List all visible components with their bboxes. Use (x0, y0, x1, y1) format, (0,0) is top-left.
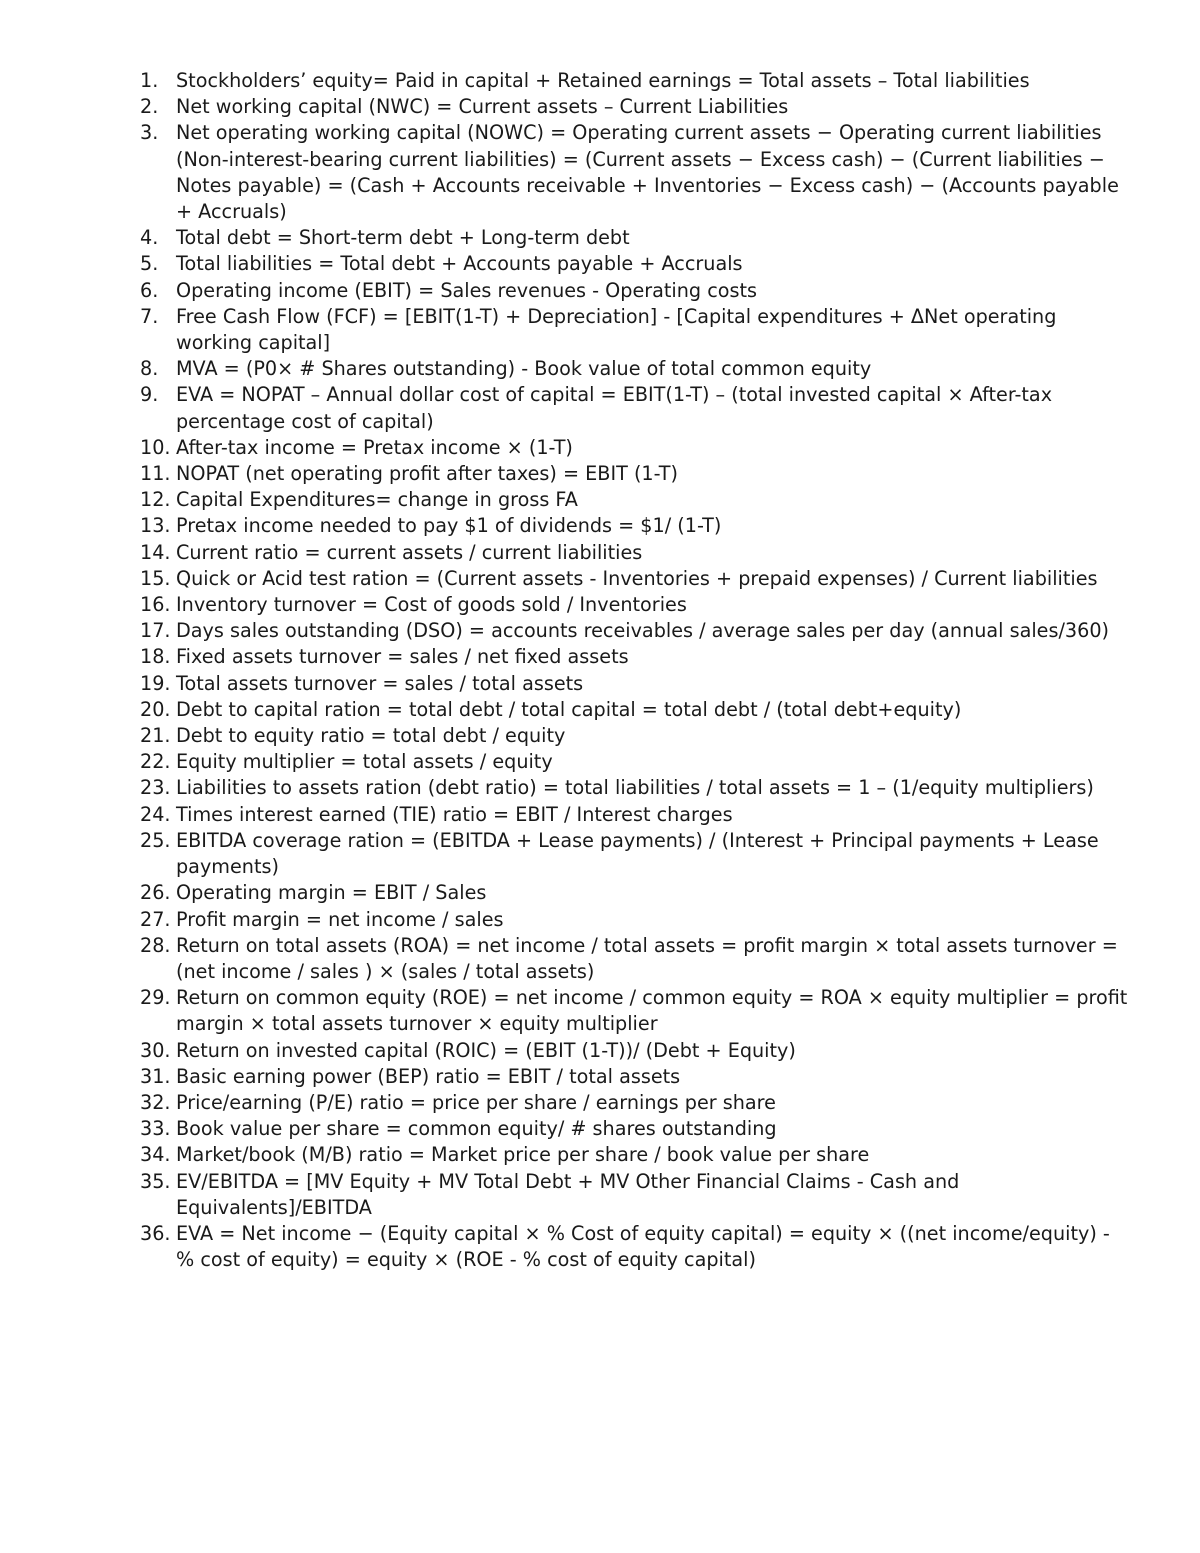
formula-item-3 (140, 120, 1130, 225)
formula-text: Total liabilities = Total debt + Accounts payable + Accruals (176, 252, 743, 276)
formula-number: 33. (140, 1117, 171, 1141)
formula-number: 30. (140, 1038, 171, 1062)
formula-text: EBITDA coverage ration = (EBITDA + Lease payments) / (Interest + Principal payments + Lease payments) (176, 828, 1099, 879)
formula-item-4 (140, 225, 1130, 251)
formula-item-31 (140, 1064, 1130, 1090)
formula-item-15 (140, 566, 1130, 592)
formula-item-19 (140, 671, 1130, 697)
formula-number: 20. (140, 697, 171, 721)
formula-number: 7. (140, 304, 159, 328)
formula-text: Debt to capital ration = total debt / total capital = total debt / (total debt+equity) (176, 697, 962, 721)
formula-number: 1. (140, 69, 159, 92)
formula-number: 12. (140, 488, 171, 512)
formula-number: 21. (140, 724, 171, 748)
formula-item-28 (140, 933, 1130, 985)
formula-item-33 (140, 1116, 1130, 1142)
formula-text: Net working capital (NWC) = Current assets – Current Liabilities (176, 95, 789, 119)
formula-number: 16. (140, 593, 171, 617)
formula-number: 32. (140, 1090, 171, 1114)
formula-item-34 (140, 1142, 1130, 1168)
formula-item-29 (140, 985, 1130, 1037)
formula-number: 15. (140, 566, 171, 590)
formula-text: Current ratio = current assets / current liabilities (176, 540, 643, 564)
formula-item-11 (140, 461, 1130, 487)
formula-item-27 (140, 907, 1130, 933)
formula-number: 29. (140, 986, 171, 1010)
formula-item-13 (140, 513, 1130, 539)
formula-number: 25. (140, 828, 171, 852)
formula-text: EVA = NOPAT – Annual dollar cost of capital = EBIT(1-T) – (total invested capital × After-tax percentage cost of capital) (176, 383, 1053, 433)
formula-text: Return on invested capital (ROIC) = (EBIT (1-T))/ (Debt + Equity) (176, 1038, 796, 1062)
formula-item-36 (140, 1221, 1130, 1273)
formula-number: 22. (140, 750, 171, 774)
formula-text: Equity multiplier = total assets / equity (176, 750, 553, 774)
formula-text: Return on common equity (ROE) = net income / common equity = ROA × equity multiplier = profit margin × total assets turnover × equity multiplier (176, 986, 1128, 1036)
formula-number: 17. (140, 619, 171, 643)
formula-text: Debt to equity ratio = total debt / equity (176, 724, 566, 748)
formula-text: EV/EBITDA = [MV Equity + MV Total Debt + MV Other Financial Claims - Cash and Equivalents]/EBITDA (176, 1169, 960, 1219)
formula-text: NOPAT (net operating profit after taxes) = EBIT (1-T) (176, 462, 679, 486)
formula-text: Days sales outstanding (DSO) = accounts receivables / average sales per day (annual sales/360) (176, 619, 1110, 643)
formula-number: 28. (140, 933, 171, 957)
formula-number: 4. (140, 226, 159, 250)
formula-number: 6. (140, 278, 159, 302)
formula-text: MVA = (P0× # Shares outstanding) - Book value of total common equity (176, 357, 872, 381)
formula-number: 18. (140, 645, 171, 669)
formula-text: Pretax income needed to pay $1 of dividends = $1/ (1-T) (176, 514, 722, 538)
formula-number: 5. (140, 252, 159, 276)
formula-text: Inventory turnover = Cost of goods sold / Inventories (176, 593, 687, 617)
formula-item-17 (140, 618, 1130, 644)
formula-item-21 (140, 723, 1130, 749)
formula-text: Profit margin = net income / sales (176, 907, 504, 931)
formula-number: 24. (140, 802, 171, 826)
formula-item-26 (140, 880, 1130, 906)
formula-number: 13. (140, 514, 171, 538)
formula-text: Book value per share = common equity/ # shares outstanding (176, 1117, 777, 1141)
formula-number: 36. (140, 1221, 171, 1245)
formula-number: 3. (140, 121, 159, 145)
formula-number: 11. (140, 462, 171, 486)
formula-number: 10. (140, 435, 171, 459)
formula-number: 27. (140, 907, 171, 931)
formula-item-9 (140, 382, 1130, 434)
formula-number: 8. (140, 357, 159, 381)
formula-text: EVA = Net income − (Equity capital × % Cost of equity capital) = equity × ((net income/equity) - % cost of equity) = equity × (ROE - % cost of equity capital) (176, 1221, 1110, 1272)
formula-number: 9. (140, 383, 159, 407)
formula-item-22 (140, 749, 1130, 775)
formula-item-7 (140, 304, 1130, 356)
formula-item-1 (140, 68, 1130, 94)
formula-text: Quick or Acid test ration = (Current assets - Inventories + prepaid expenses) / Current liabilities (176, 566, 1098, 590)
formula-number: 35. (140, 1169, 171, 1193)
formula-text: Total debt = Short-term debt + Long-term debt (176, 226, 630, 250)
formula-item-32 (140, 1090, 1130, 1116)
formula-item-14 (140, 540, 1130, 566)
formula-item-2 (140, 94, 1130, 120)
formula-item-6 (140, 278, 1130, 304)
formula-text: Times interest earned (TIE) ratio = EBIT / Interest charges (176, 802, 733, 826)
formula-item-25 (140, 828, 1130, 880)
formula-text: Free Cash Flow (FCF) = [EBIT(1-T) + Depreciation] - [Capital expenditures + ΔNet operating working capital] (176, 304, 1057, 355)
formula-text: Operating income (EBIT) = Sales revenues - Operating costs (176, 278, 757, 302)
formula-text: Fixed assets turnover = sales / net fixed assets (176, 645, 629, 669)
formula-item-16 (140, 592, 1130, 618)
formula-number: 19. (140, 671, 171, 695)
formula-text: Market/book (M/B) ratio = Market price per share / book value per share (176, 1143, 870, 1167)
formula-text: Capital Expenditures= change in gross FA (176, 488, 578, 512)
formula-text: Return on total assets (ROA) = net income / total assets = profit margin × total assets turnover = (net income / sales ) × (sales / total assets) (176, 933, 1118, 983)
formula-text: After-tax income = Pretax income × (1-T) (176, 435, 573, 459)
formula-number: 26. (140, 881, 171, 905)
formula-item-30 (140, 1038, 1130, 1064)
formula-number: 23. (140, 776, 171, 800)
formula-text: Operating margin = EBIT / Sales (176, 881, 487, 905)
formula-number: 14. (140, 540, 171, 564)
formula-item-35 (140, 1169, 1130, 1221)
formula-text: Total assets turnover = sales / total assets (176, 671, 584, 695)
formula-text: Liabilities to assets ration (debt ratio) = total liabilities / total assets = 1 – (1/equity multipliers) (176, 776, 1094, 800)
formula-text: Basic earning power (BEP) ratio = EBIT / total assets (176, 1064, 681, 1088)
formula-item-5 (140, 251, 1130, 277)
formula-text: Price/earning (P/E) ratio = price per share / earnings per share (176, 1090, 776, 1114)
formula-text: Stockholders’ equity= Paid in capital + Retained earnings = Total assets – Total liabilities (176, 69, 1030, 92)
formula-item-24 (140, 802, 1130, 828)
formula-item-23 (140, 775, 1130, 801)
formula-number: 2. (140, 95, 159, 119)
formula-item-10 (140, 435, 1130, 461)
formula-number: 34. (140, 1143, 171, 1167)
formula-item-18 (140, 644, 1130, 670)
formula-text: Net operating working capital (NOWC) = Operating current assets − Operating current liabilities (Non-interest-bearing current liabilities) = (Current assets − Excess cash) − (Current liabilities − Notes payable) = (Cash + Accounts receivable + Inventories − Excess cash) − (Accounts payable + Accruals) (176, 121, 1119, 224)
formula-list (140, 68, 1130, 1273)
formula-item-12 (140, 487, 1130, 513)
formula-item-20 (140, 697, 1130, 723)
formula-item-8 (140, 356, 1130, 382)
formula-number: 31. (140, 1064, 171, 1088)
